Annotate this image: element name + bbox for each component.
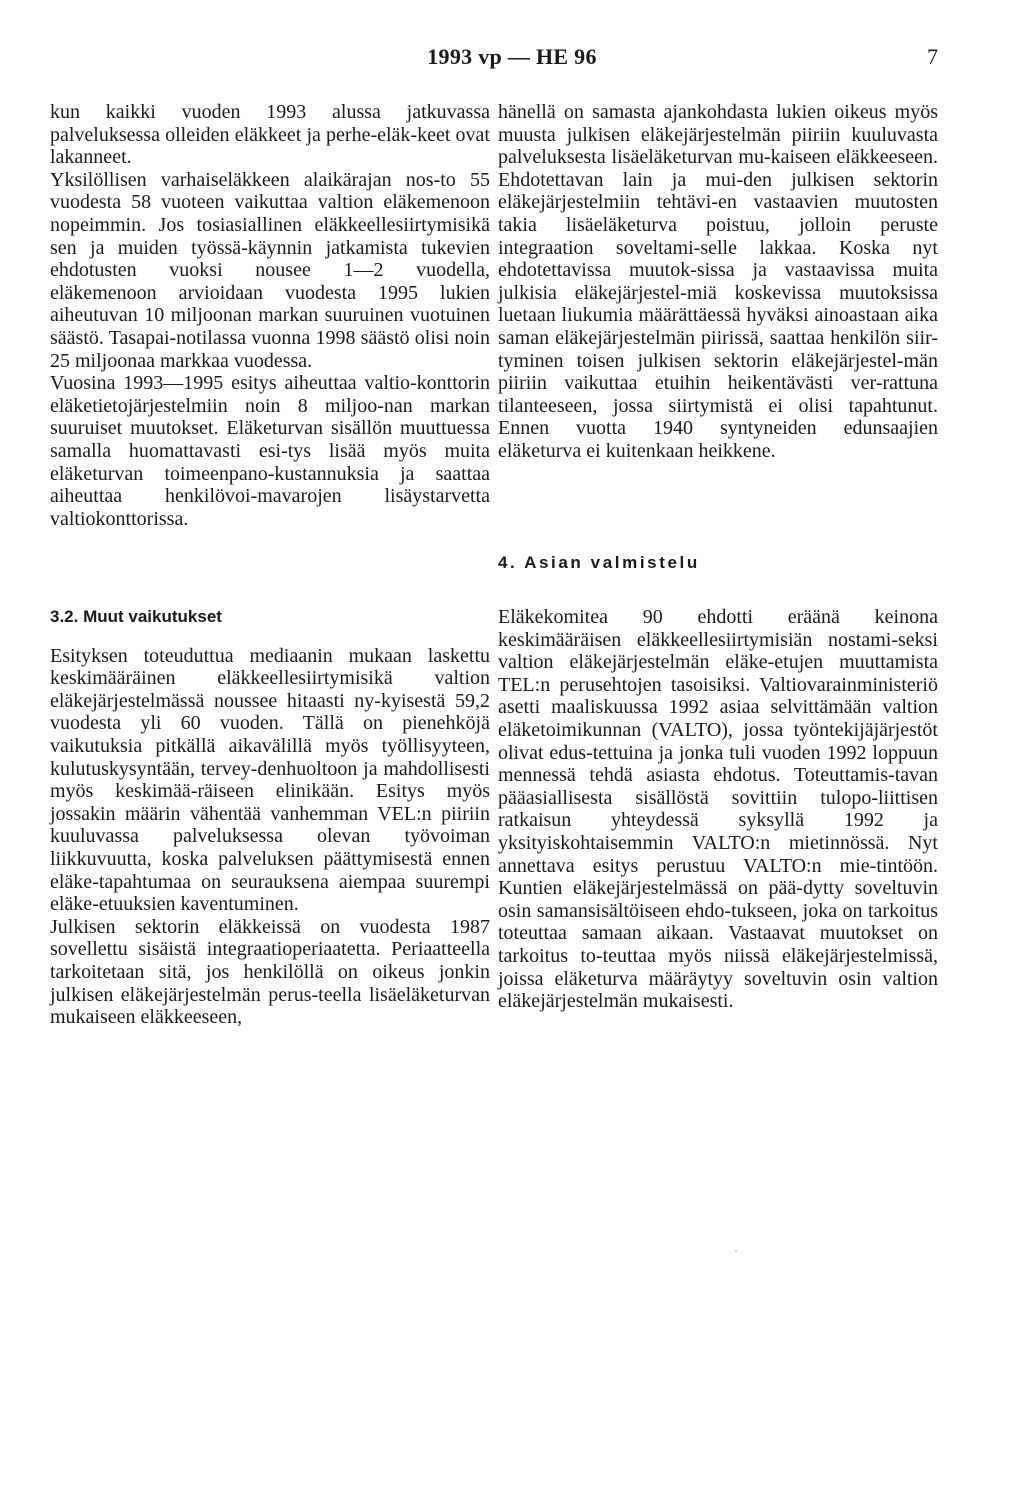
scan-speck (735, 1250, 737, 1252)
paragraph: Julkisen sektorin eläkkeissä on vuodesta 1987 sovellettu sisäistä integraatioperiaatetta. Periaatteella tarkoitetaan sitä, jos henkilöllä on oikeus jonkin julkisen eläkejärjestelmän perus-teella lisäeläketurvan mukaiseen eläkkeeseen, (50, 915, 490, 1029)
paragraph: kun kaikki vuoden 1993 alussa jatkuvassa palveluksessa olleiden eläkkeet ja perhe-eläk-keet ovat lakanneet. (50, 101, 490, 169)
page-number: 7 (927, 44, 938, 69)
page-header (0, 44, 1024, 74)
running-header-title: 1993 vp — HE 96 (427, 44, 597, 69)
paragraph: Esityksen toteuduttua mediaanin mukaan laskettu keskimääräinen eläkkeellesiirtymisikä valtion eläkejärjestelmässä noussee hitaasti ny-kyisestä 59,2 vuodesta yli 60 vuoden. Tällä on pienehköjä vaikutuksia pitkällä aikavälillä myös työllisyyteen, kulutuskysyntään, tervey-denhuoltoon ja mahdollisesti myös keskimää-räiseen elinikään. Esitys myös jossakin määrin vähentää vanhemman VEL:n piiriin kuuluvassa palveluksessa olevan työvoiman liikkuvuutta, koska palveluksen päättymisestä ennen eläke-tapahtumaa on seurauksena aiempaa suurempi eläke-etuuksien kaventuminen. (50, 644, 490, 916)
left-column-top (50, 101, 490, 530)
section-heading-4: 4. Asian valmistelu (498, 553, 700, 572)
paragraph: hänellä on samasta ajankohdasta lukien oikeus myös muusta julkisen eläkejärjestelmän piiriin kuuluvasta palveluksesta lisäeläketurvan mu-kaiseen eläkkeeseen. Ehdotettavan lain ja mui-den julkisen sektorin eläkejärjestelmiin tehtävi-en vastaavien muutosten takia lisäeläketurva poistuu, jolloin peruste integraation soveltami-selle lakkaa. Koska nyt ehdotettavissa muutok-sissa ja vastaavissa muita julkisia eläkejärjestel-miä koskevissa muutoksissa luetaan liukumia määrättäessä hyväksi ainoastaan aika saman eläkejärjestelmän piirissä, saattaa henkilön siir-tyminen toisen julkisen sektorin eläkejärjestel-män piiriin vaikuttaa etuihin heikentävästi ver-rattuna tilanteeseen, jossa siirtymistä ei olisi tapahtunut. Ennen vuotta 1940 syntyneiden edunsaajien eläketurva ei kuitenkaan heikkene. (498, 101, 938, 462)
paragraph: Yksilöllisen varhaiseläkkeen alaikärajan nos-to 55 vuodesta 58 vuoteen vaikuttaa valtion eläkemenoon nopeimmin. Jos tosiasiallinen eläkkeellesiirtymisikä sen ja muiden työssä-käynnin jatkamista tukevien ehdotusten vuoksi nousee 1—2 vuodella, eläkemenoon arvioidaan vuodesta 1995 lukien aiheutuvan 10 miljoonan markan suuruinen vuotuinen säästö. Tasapai-notilassa vuonna 1998 säästö olisi noin 25 miljoonaa markkaa vuodessa. (50, 168, 490, 372)
paragraph: Vuosina 1993—1995 esitys aiheuttaa valtio-konttorin eläketietojärjestelmiin noin 8 miljoo-nan markan suuruiset muutokset. Eläketurvan sisällön muuttuessa samalla huomattavasti esi-tys lisää myös muita eläketurvan toimeenpano-kustannuksia ja saattaa aiheuttaa henkilövoi-mavarojen lisäystarvetta valtiokonttorissa. (50, 372, 490, 530)
right-column-bottom (498, 606, 938, 1013)
left-column-bottom (50, 606, 490, 1029)
section-heading-3-2: 3.2. Muut vaikutukset (50, 607, 222, 626)
paragraph: Eläkekomitea 90 ehdotti eräänä keinona keskimääräisen eläkkeellesiirtymisiän nostami-seksi valtion eläkejärjestelmän eläke-etujen muuttamista TEL:n perusehtojen tasoisiksi. Valtiovarainministeriö asetti maaliskuussa 1992 asiaa selvittämään valtion eläketoimikunnan (VALTO), jossa työntekijäjärjestöt olivat edus-tettuina ja jonka tuli vuoden 1992 loppuun mennessä tehdä asiasta ehdotus. Toteuttamis-tavan pääasiallisesta sisällöstä sovittiin tulopo-liittisen ratkaisun yhteydessä syksyllä 1992 ja yksityiskohtaisemmin VALTO:n mietinnössä. Nyt annettava esitys perustuu VALTO:n mie-tintöön. Kuntien eläkejärjestelmässä on pää-dytty soveltuvin osin samansisältöiseen ehdo-tukseen, joka on tarkoitus toteuttaa samaan aikaan. Vastaavat muutokset on tarkoitus to-teuttaa myös niissä eläkejärjestelmissä, joissa eläketurva määräytyy soveltuvin osin valtion eläkejärjestelmän mukaisesti. (498, 606, 938, 1013)
right-column-top (498, 101, 938, 463)
